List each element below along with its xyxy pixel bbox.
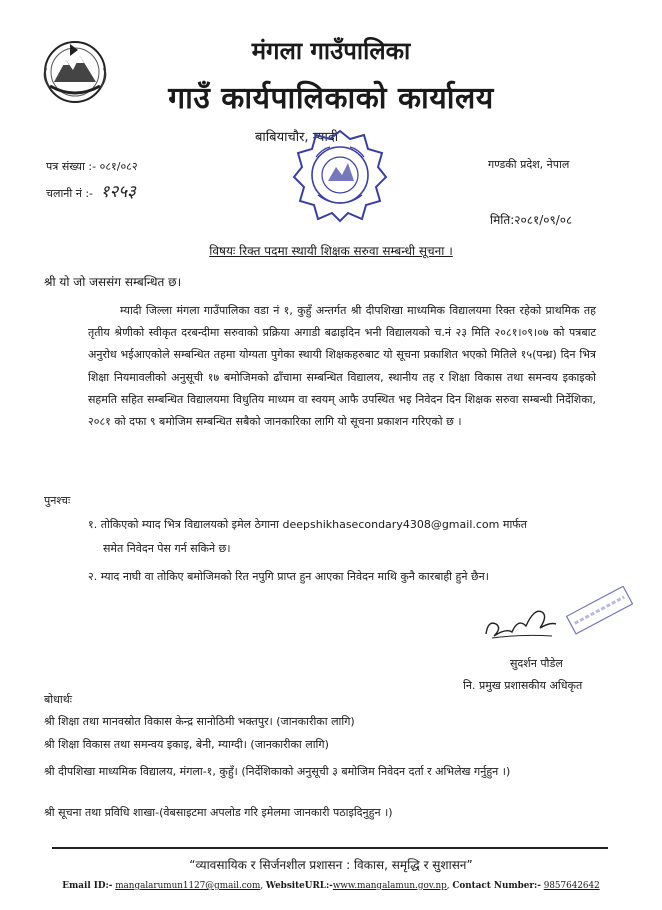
signatory-title: नि. प्रमुख प्रशासकीय अधिकृत [463, 679, 583, 692]
footer-motto: “व्यावसायिक र सिर्जनशील प्रशासन : विकास, समृद्धि र सुशासन” [189, 858, 473, 872]
office-stamp-icon [292, 127, 388, 223]
website-label: WebsiteURL:- [265, 881, 333, 891]
notice-body [88, 300, 596, 433]
office-address: बाबियाचौर, म्यादी [255, 130, 339, 145]
subject-line [0, 242, 662, 259]
signature-icon [482, 598, 560, 644]
footer-divider [52, 847, 608, 849]
dispatch-number-value: १२५३ [100, 182, 136, 202]
cc-item: श्री दीपशिखा माध्यमिक विद्यालय, मंगला-१, कुहुँ। (निर्देशिकाको अनुसूची ३ बमोजिम निवेदन दर्ता र अभिलेख गर्नुहुन ।) [44, 765, 511, 778]
org-name-line2: गाउँ कार्यपालिकाको कार्यालय [168, 81, 494, 116]
note-1-line2: समेत निवेदन पेस गर्न सकिने छ। [103, 542, 231, 555]
province: गण्डकी प्रदेश, नेपाल [488, 158, 570, 171]
email-link[interactable]: mangalarumun1127@gmail.com [115, 881, 261, 891]
seal-stamp-icon [560, 586, 640, 636]
signatory-name: सुदर्शन पौडेल [510, 657, 563, 670]
subject-text: विषयः रिक्त पदमा स्थायी शिक्षक सरुवा सम्बन्धी सूचना । [209, 244, 453, 258]
footer-contact: Email ID:- mangalarumun1127@gmail.com, WebsiteURL:-www.mangalamun.gov.np, Contact Number:- 9857642642 [62, 881, 600, 891]
punascha-label: पुनश्चः [44, 494, 71, 507]
cc-item: श्री शिक्षा विकास तथा समन्वय इकाइ, बेनी, म्याग्दी। (जानकारीका लागि) [44, 738, 329, 751]
salutation: श्री यो जो जससंग सम्बन्धित छ। [44, 275, 182, 289]
email-label: Email ID:- [62, 881, 113, 891]
letter-number [46, 159, 138, 174]
contact-label: Contact Number:- [452, 881, 541, 891]
website-link[interactable]: www.mangalamun.gov.np [332, 881, 447, 891]
body-paragraph: म्यादी जिल्ला मंगला गाउँपालिका वडा नं १, कुहुँ अन्तर्गत श्री दीपशिखा माध्यमिक विद्यालयमा रिक्त रहेको प्राथमिक तह तृतीय श्रेणीको स्वीकृत दरबन्दीमा सरुवाको प्रक्रिया अगाडी बढाइदिन भनी विद्यालयको च.नं २३ मिति २०८१।०९।०७ को पत्रबाट अनुरोध भईआएकोले सम्बन्धित तहमा योग्यता पुगेका स्थायी शिक्षकहरुबाट यो सूचना प्रकाशित भएको मितिले १५(पन्ध्र) दिन भित्र शिक्षा नियमावलीको अनुसूची १७ बमोजिमको ढाँचामा सम्बन्धित विद्यालय, स्थानीय तह र शिक्षा विकास तथा समन्वय इकाइको सहमति सहित सम्बन्धित विद्यालयमा विधुतिय माध्यम वा स्वयम् आफै उपस्थित भइ निवेदन दिन शिक्षक सरुवा सम्बन्धी निर्देशिका, २०८१ को दफा ९ बमोजिम सम्बन्धित सबैको जानकारिका लागि यो सूचना प्रकाशन गरिएको छ । [88, 304, 596, 429]
note-2: २. म्याद नाघी वा तोकिए बमोजिमको रित नपुगि प्राप्त हुन आएका निवेदन माथि कुनै कारबाही हुने छैन। [88, 570, 489, 583]
cc-label: बोधार्थः [44, 693, 72, 706]
cc-item: श्री शिक्षा तथा मानवस्रोत विकास केन्द्र सानोठिमी भक्तपुर। (जानकारीका लागि) [44, 715, 355, 728]
letter-number-label: पत्र संख्या :- [46, 160, 97, 173]
cc-item: श्री सूचना तथा प्रविधि शाखा-(वेबसाइटमा अपलोड गरि इमेलमा जानकारी पठाइदिनुहुन ।) [44, 806, 393, 819]
letter-date: मिति:२०८१/०९/०८ [490, 213, 573, 227]
org-name-line1: मंगला गाउँपालिका [251, 37, 411, 65]
letter-number-value: ०८१/०८२ [99, 160, 138, 173]
dispatch-number-label: चलानी नं :- [46, 187, 94, 200]
note-1-line1: १. तोकिएको म्याद भित्र विद्यालयको इमेल ठेगाना deepshikhasecondary4308@gmail.com मार्फत [88, 518, 528, 531]
dispatch-number [46, 179, 136, 202]
contact-number[interactable]: 9857642642 [543, 881, 600, 891]
